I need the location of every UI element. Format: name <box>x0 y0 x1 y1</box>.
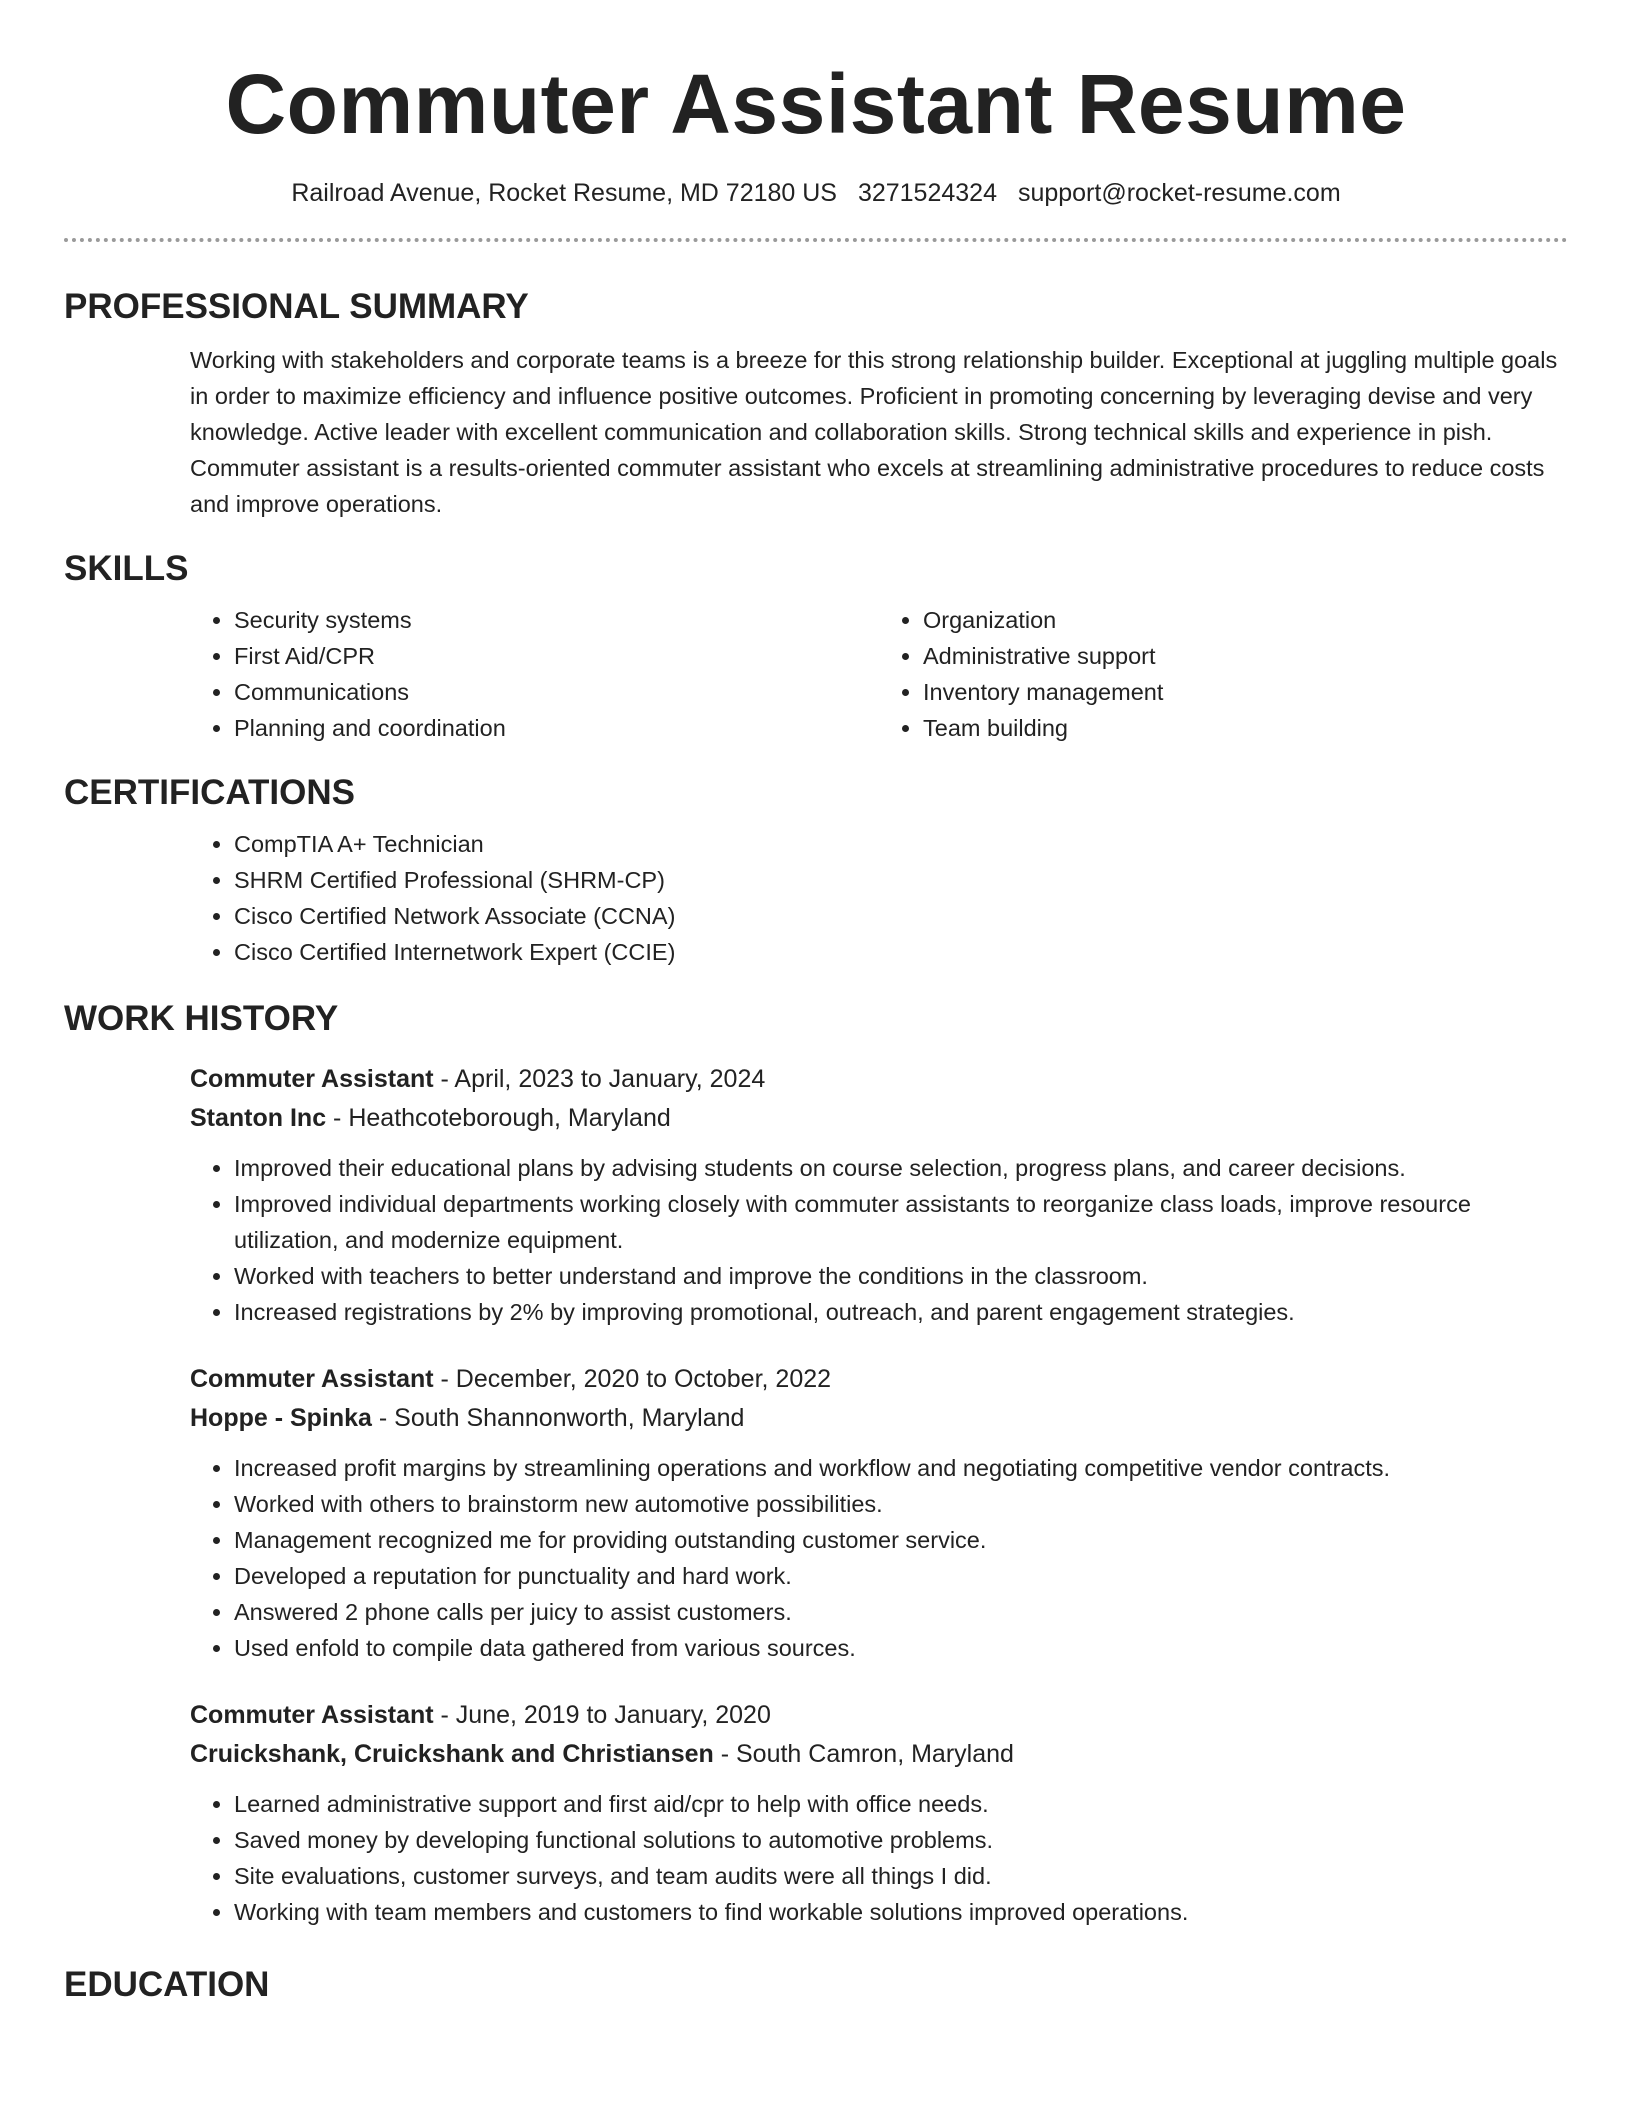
job-entry <box>64 1360 1568 1666</box>
summary-section <box>64 286 1568 522</box>
job-bullets <box>190 1450 1568 1666</box>
skills-section <box>64 548 1568 746</box>
certifications-wrap <box>64 826 1568 970</box>
contact-email: support@rocket-resume.com <box>1017 179 1341 208</box>
job-bullet: • Improved individual departments working closely with commuter assistants to reorganize class loads, improve resource utilization, and modernize equipment. <box>234 1186 1568 1258</box>
job-company: Cruickshank, Cruickshank and Christiansen <box>190 1740 714 1769</box>
job-entry <box>64 1060 1568 1330</box>
certifications-list <box>190 826 1568 970</box>
job-dates: - June, 2019 to January, 2020 <box>433 1701 771 1730</box>
skill-item: • Planning and coordination <box>234 710 879 746</box>
skill-item: • Inventory management <box>923 674 1568 710</box>
job-bullet: • Saved money by developing functional solutions to automotive problems. <box>234 1822 1568 1858</box>
job-location: - South Camron, Maryland <box>713 1740 1014 1769</box>
summary-heading: PROFESSIONAL SUMMARY <box>64 287 529 327</box>
skills-heading: SKILLS <box>64 549 189 589</box>
certification-item: • Cisco Certified Network Associate (CCNA) <box>234 898 1568 934</box>
skill-item: • Administrative support <box>923 638 1568 674</box>
skill-item: • Security systems <box>234 602 879 638</box>
job-company-line <box>190 1099 1568 1138</box>
certifications-heading: CERTIFICATIONS <box>64 773 356 813</box>
contact-address: Railroad Avenue, Rocket Resume, MD 72180 US <box>291 179 837 208</box>
work-heading: WORK HISTORY <box>64 999 339 1039</box>
summary-text: Working with stakeholders and corporate teams is a breeze for this strong relationship builder. Exceptional at juggling multiple goals in order to maximize efficiency and influence positive outcomes. Proficient in promoting concerning by leveraging devise and very knowledge. Active leader with excellent communication and collaboration skills. Strong technical skills and experience in pish. Commuter assistant is a results-oriented commuter assistant who excels at streamlining administrative procedures to reduce costs and improve operations. <box>190 347 1558 518</box>
certification-item: • CompTIA A+ Technician <box>234 826 1568 862</box>
skill-item: • Team building <box>923 710 1568 746</box>
skills-right-list <box>879 602 1568 746</box>
skill-item: • Communications <box>234 674 879 710</box>
education-heading: EDUCATION <box>64 1965 270 2005</box>
job-bullet: • Working with team members and customers to find workable solutions improved operations. <box>234 1894 1568 1930</box>
contact-line <box>64 178 1568 208</box>
job-bullet: • Management recognized me for providing outstanding customer service. <box>234 1522 1568 1558</box>
job-company: Hoppe - Spinka <box>190 1404 372 1433</box>
certification-item: • Cisco Certified Internetwork Expert (CCIE) <box>234 934 1568 970</box>
job-bullet: • Learned administrative support and first aid/cpr to help with office needs. <box>234 1786 1568 1822</box>
certification-item: • SHRM Certified Professional (SHRM-CP) <box>234 862 1568 898</box>
skills-left-list <box>190 602 879 746</box>
job-bullet: • Used enfold to compile data gathered from various sources. <box>234 1630 1568 1666</box>
resume-title: Commuter Assistant Resume <box>225 57 1407 151</box>
certifications-section <box>64 772 1568 970</box>
work-section <box>64 998 1568 1930</box>
skill-item: • Organization <box>923 602 1568 638</box>
job-title: Commuter Assistant <box>190 1701 434 1730</box>
skill-item: • First Aid/CPR <box>234 638 879 674</box>
job-company: Stanton Inc <box>190 1104 327 1133</box>
skills-grid <box>64 602 1568 746</box>
job-location: - Heathcoteborough, Maryland <box>326 1104 671 1133</box>
job-title-line <box>190 1696 1568 1735</box>
job-bullet: • Worked with teachers to better understand and improve the conditions in the classroom. <box>234 1258 1568 1294</box>
job-bullet: • Developed a reputation for punctuality and hard work. <box>234 1558 1568 1594</box>
job-bullet: • Increased registrations by 2% by improving promotional, outreach, and parent engagement strategies. <box>234 1294 1568 1330</box>
contact-phone: 3271524324 <box>857 179 997 208</box>
education-section <box>64 1964 1568 2006</box>
header-divider <box>64 238 1568 242</box>
job-bullet: • Improved their educational plans by advising students on course selection, progress plans, and career decisions. <box>234 1150 1568 1186</box>
job-title-line <box>190 1360 1568 1399</box>
job-entry <box>64 1696 1568 1930</box>
job-bullet: • Answered 2 phone calls per juicy to assist customers. <box>234 1594 1568 1630</box>
job-bullet: • Increased profit margins by streamlining operations and workflow and negotiating competitive vendor contracts. <box>234 1450 1568 1486</box>
job-dates: - December, 2020 to October, 2022 <box>433 1365 832 1394</box>
job-title: Commuter Assistant <box>190 1065 434 1094</box>
job-dates: - April, 2023 to January, 2024 <box>433 1065 766 1094</box>
job-bullet: • Worked with others to brainstorm new automotive possibilities. <box>234 1486 1568 1522</box>
job-bullets <box>190 1786 1568 1930</box>
job-company-line <box>190 1735 1568 1774</box>
job-title-line <box>190 1060 1568 1099</box>
job-bullets <box>190 1150 1568 1330</box>
job-title: Commuter Assistant <box>190 1365 434 1394</box>
job-location: - South Shannonworth, Maryland <box>371 1404 745 1433</box>
job-company-line <box>190 1399 1568 1438</box>
job-bullet: • Site evaluations, customer surveys, and team audits were all things I did. <box>234 1858 1568 1894</box>
